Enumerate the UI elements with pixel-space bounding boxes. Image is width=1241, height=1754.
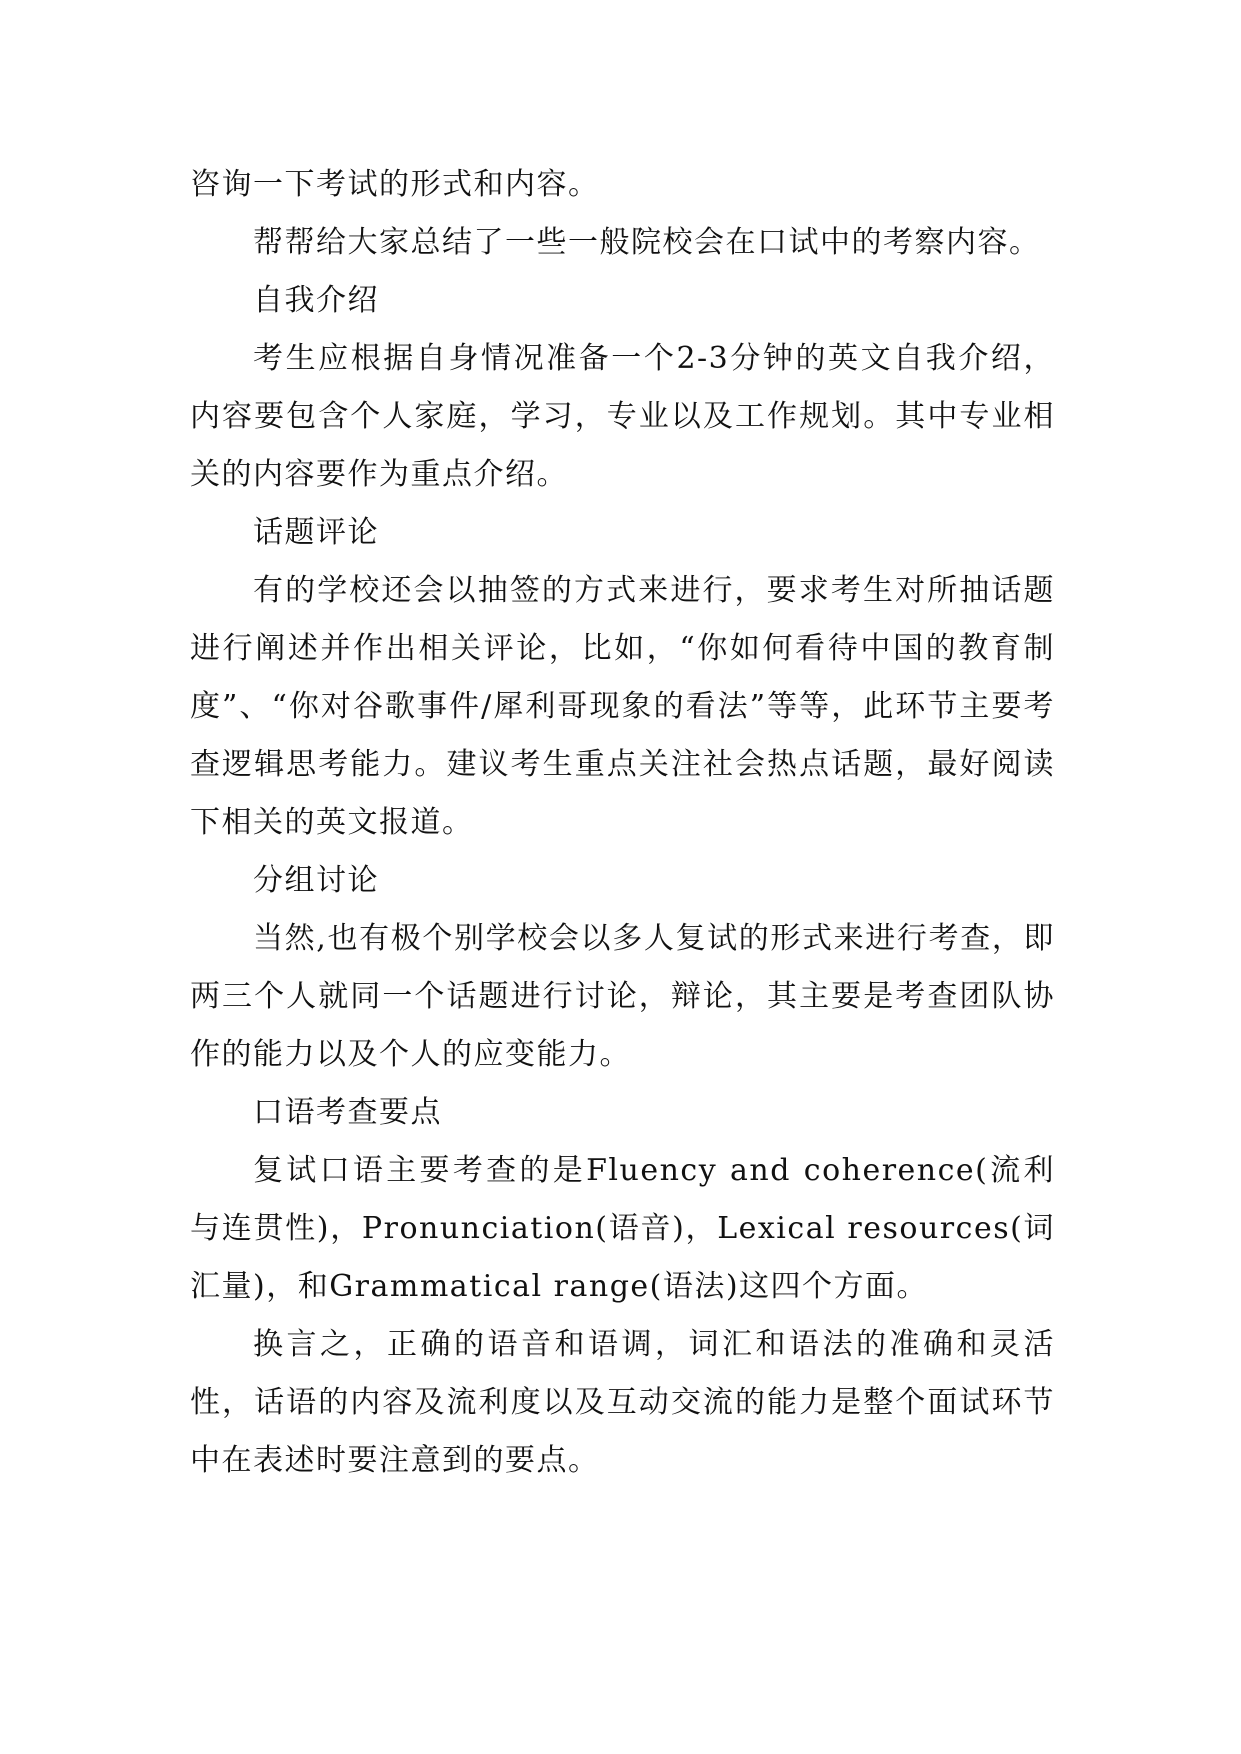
heading-oral-key-points: 口语考查要点 [253, 1095, 442, 1130]
paragraph-group-discussion: 当然,也有极个别学校会以多人复试的形式来进行考查，即两三个人就同一个话题进行讨论，辩论，其主要是考查团队协作的能力以及个人的应变能力。 [190, 921, 1055, 1072]
heading-self-introduction: 自我介绍 [253, 283, 379, 318]
paragraph-conclusion: 换言之，正确的语音和语调，词汇和语法的准确和灵活性，话语的内容及流利度以及互动交流的能力是整个面试环节中在表述时要注意到的要点。 [190, 1327, 1055, 1478]
paragraph-self-introduction: 考生应根据自身情况准备一个2-3分钟的英文自我介绍，内容要包含个人家庭，学习，专业以及工作规划。其中专业相关的内容要作为重点介绍。 [190, 341, 1055, 492]
paragraph-oral-criteria: 复试口语主要考查的是Fluency and coherence(流利与连贯性)，Pronunciation(语音)，Lexical resources(词汇量)，和Grammatical range(语法)这四个方面。 [190, 1153, 1055, 1304]
paragraph-intro-continuation: 咨询一下考试的形式和内容。 [190, 167, 600, 202]
paragraph-summary: 帮帮给大家总结了一些一般院校会在口试中的考察内容。 [253, 225, 1041, 260]
heading-group-discussion: 分组讨论 [253, 863, 379, 898]
paragraph-topic-comment: 有的学校还会以抽签的方式来进行，要求考生对所抽话题进行阐述并作出相关评论，比如，“你如何看待中国的教育制度”、“你对谷歌事件/犀利哥现象的看法”等等，此环节主要考查逻辑思考能力。建议考生重点关注社会热点话题，最好阅读下相关的英文报道。 [190, 573, 1055, 840]
heading-topic-comment: 话题评论 [253, 515, 379, 550]
document-body [190, 156, 1055, 1490]
